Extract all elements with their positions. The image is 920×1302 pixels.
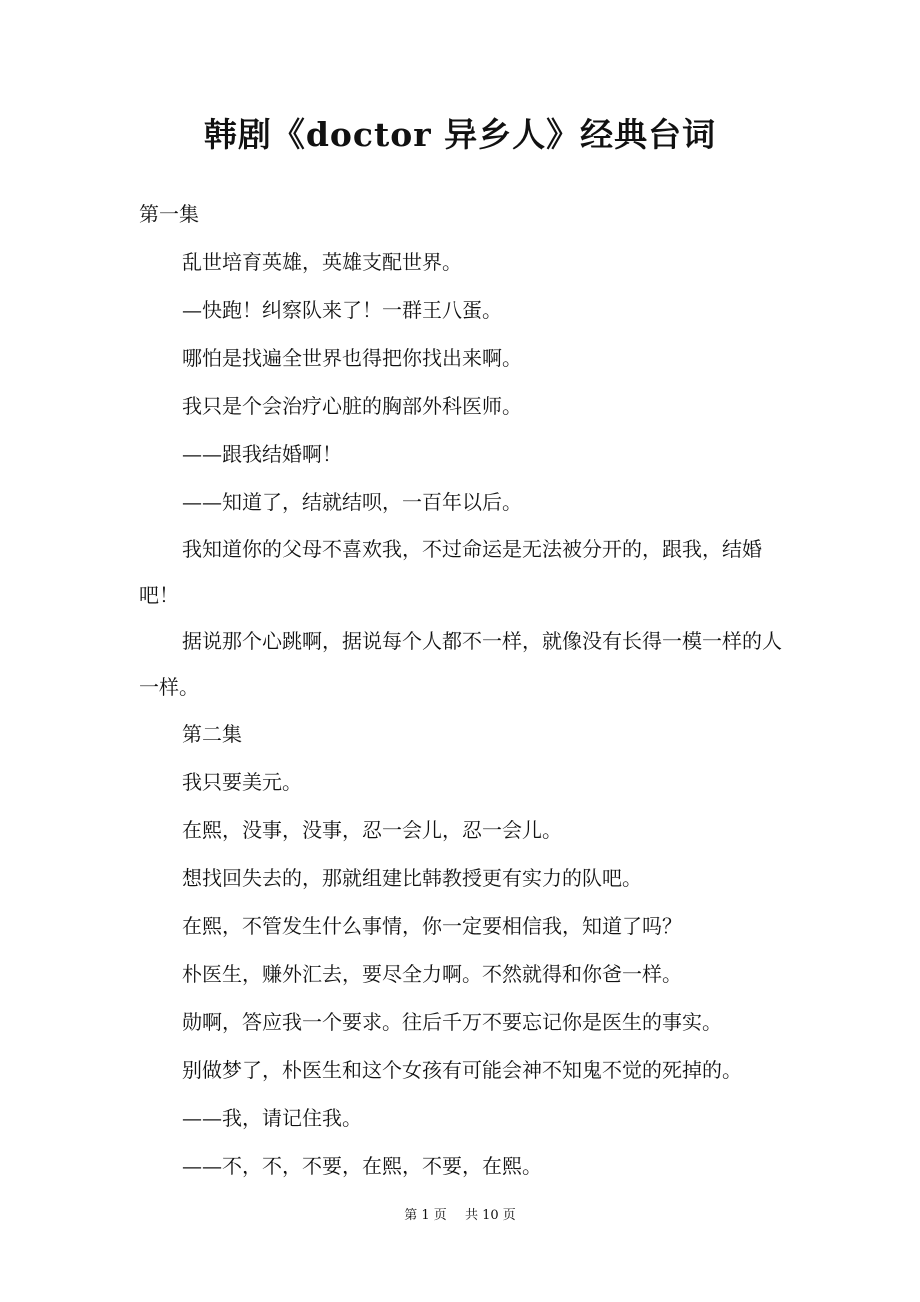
paragraph: 第一集 — [139, 202, 199, 226]
page-total: 共 10 页 — [464, 1208, 516, 1223]
paragraph: 我只是个会治疗心脏的胸部外科医师。 — [182, 394, 522, 418]
paragraph: ——知道了，结就结呗，一百年以后。 — [182, 490, 522, 514]
paragraph: 据说那个心跳啊，据说每个人都不一样，就像没有长得一模一样的人一样。 — [139, 629, 782, 699]
paragraph: —快跑！纠察队来了！一群王八蛋。 — [182, 298, 502, 322]
paragraph: 我只要美元。 — [182, 770, 302, 794]
page-title: 韩剧《doctor 异乡人》经典台词 — [203, 115, 717, 154]
document-body — [139, 190, 789, 1190]
paragraph: 朴医生，赚外汇去，要尽全力啊。不然就得和你爸一样。 — [182, 962, 682, 986]
paragraph: 哪怕是找遍全世界也得把你找出来啊。 — [182, 346, 522, 370]
paragraph: 乱世培育英雄，英雄支配世界。 — [182, 250, 462, 274]
paragraph: 勋啊，答应我一个要求。往后千万不要忘记你是医生的事实。 — [182, 1010, 722, 1034]
page-footer — [0, 1206, 920, 1226]
paragraph: 别做梦了，朴医生和这个女孩有可能会神不知鬼不觉的死掉的。 — [182, 1058, 742, 1082]
paragraph: 在熙，不管发生什么事情，你一定要相信我，知道了吗？ — [182, 914, 682, 938]
paragraph: ——不，不，不要，在熙，不要，在熙。 — [182, 1154, 542, 1178]
paragraph: 想找回失去的，那就组建比韩教授更有实力的队吧。 — [182, 866, 642, 890]
paragraph: ——我，请记住我。 — [182, 1106, 362, 1130]
paragraph: 第二集 — [182, 722, 242, 746]
page-number: 第 1 页 — [404, 1208, 447, 1223]
paragraph: ——跟我结婚啊！ — [182, 442, 342, 466]
paragraph: 我知道你的父母不喜欢我，不过命运是无法被分开的，跟我，结婚吧！ — [139, 537, 762, 607]
paragraph: 在熙，没事，没事，忍一会儿，忍一会儿。 — [182, 818, 562, 842]
